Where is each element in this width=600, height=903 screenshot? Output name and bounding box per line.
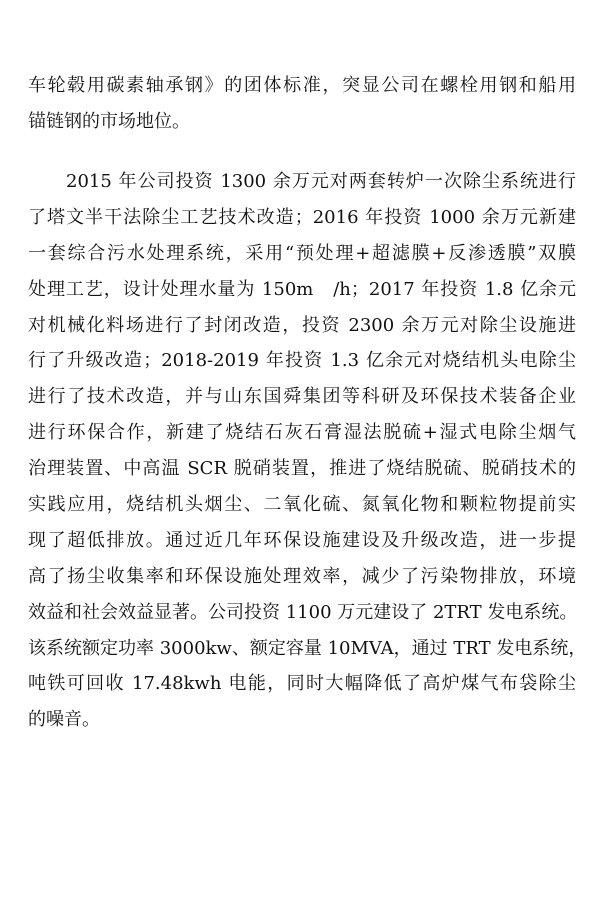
text-line: 处理工艺，设计处理水量为 150m /h；2017 年投资 1.8 亿余元	[28, 278, 576, 300]
text-line: 一套综合污水处理系统，采用“预处理+超滤膜+反渗透膜”双膜	[28, 242, 576, 264]
text-line: 车轮毂用碳素轴承钢》的团体标准，突显公司在螺栓用钢和船用	[28, 75, 576, 96]
text-line: 效益和社会效益显著。公司投资 1100 万元建设了 2TRT 发电系统。	[28, 601, 578, 623]
text-line: 高了扬尘收集率和环保设施处理效率，减少了污染物排放，环境	[28, 565, 576, 587]
text-line: 的噪音。	[28, 709, 100, 731]
text-line: 现了超低排放。通过近几年环保设施建设及升级改造，进一步提	[28, 529, 576, 551]
paragraph-environmental-investment	[28, 170, 587, 744]
text-line: 对机械化料场进行了封闭改造，投资 2300 余万元对除尘设施进	[28, 314, 576, 336]
text-line: 进行了技术改造，并与山东国舜集团等科研及环保技术装备企业	[28, 386, 576, 408]
text-line: 实践应用，烧结机头烟尘、二氧化硫、氮氧化物和颗粒物提前实	[28, 494, 576, 516]
text-line: 行了升级改造；2018-2019 年投资 1.3 亿余元对烧结机头电除尘	[28, 350, 576, 372]
text-line: 该系统额定功率 3000kw、额定容量 10MVA，通过 TRT 发电系统，	[28, 637, 587, 659]
paragraph-standard-continuation	[28, 74, 576, 146]
text-line: 治理装置、中高温 SCR 脱硝装置，推进了烧结脱硫、脱硝技术的	[28, 458, 576, 480]
text-line: 锚链钢的市场地位。	[28, 110, 190, 132]
text-line: 2015 年公司投资 1300 余万元对两套转炉一次除尘系统进行	[28, 171, 576, 192]
text-line: 进行环保合作，新建了烧结石灰石膏湿法脱硫+湿式电除尘烟气	[28, 422, 576, 444]
text-line: 吨铁可回收 17.48kwh 电能，同时大幅降低了高炉煤气布袋除尘	[28, 673, 576, 695]
text-line: 了塔文半干法除尘工艺技术改造；2016 年投资 1000 余万元新建	[28, 206, 576, 228]
